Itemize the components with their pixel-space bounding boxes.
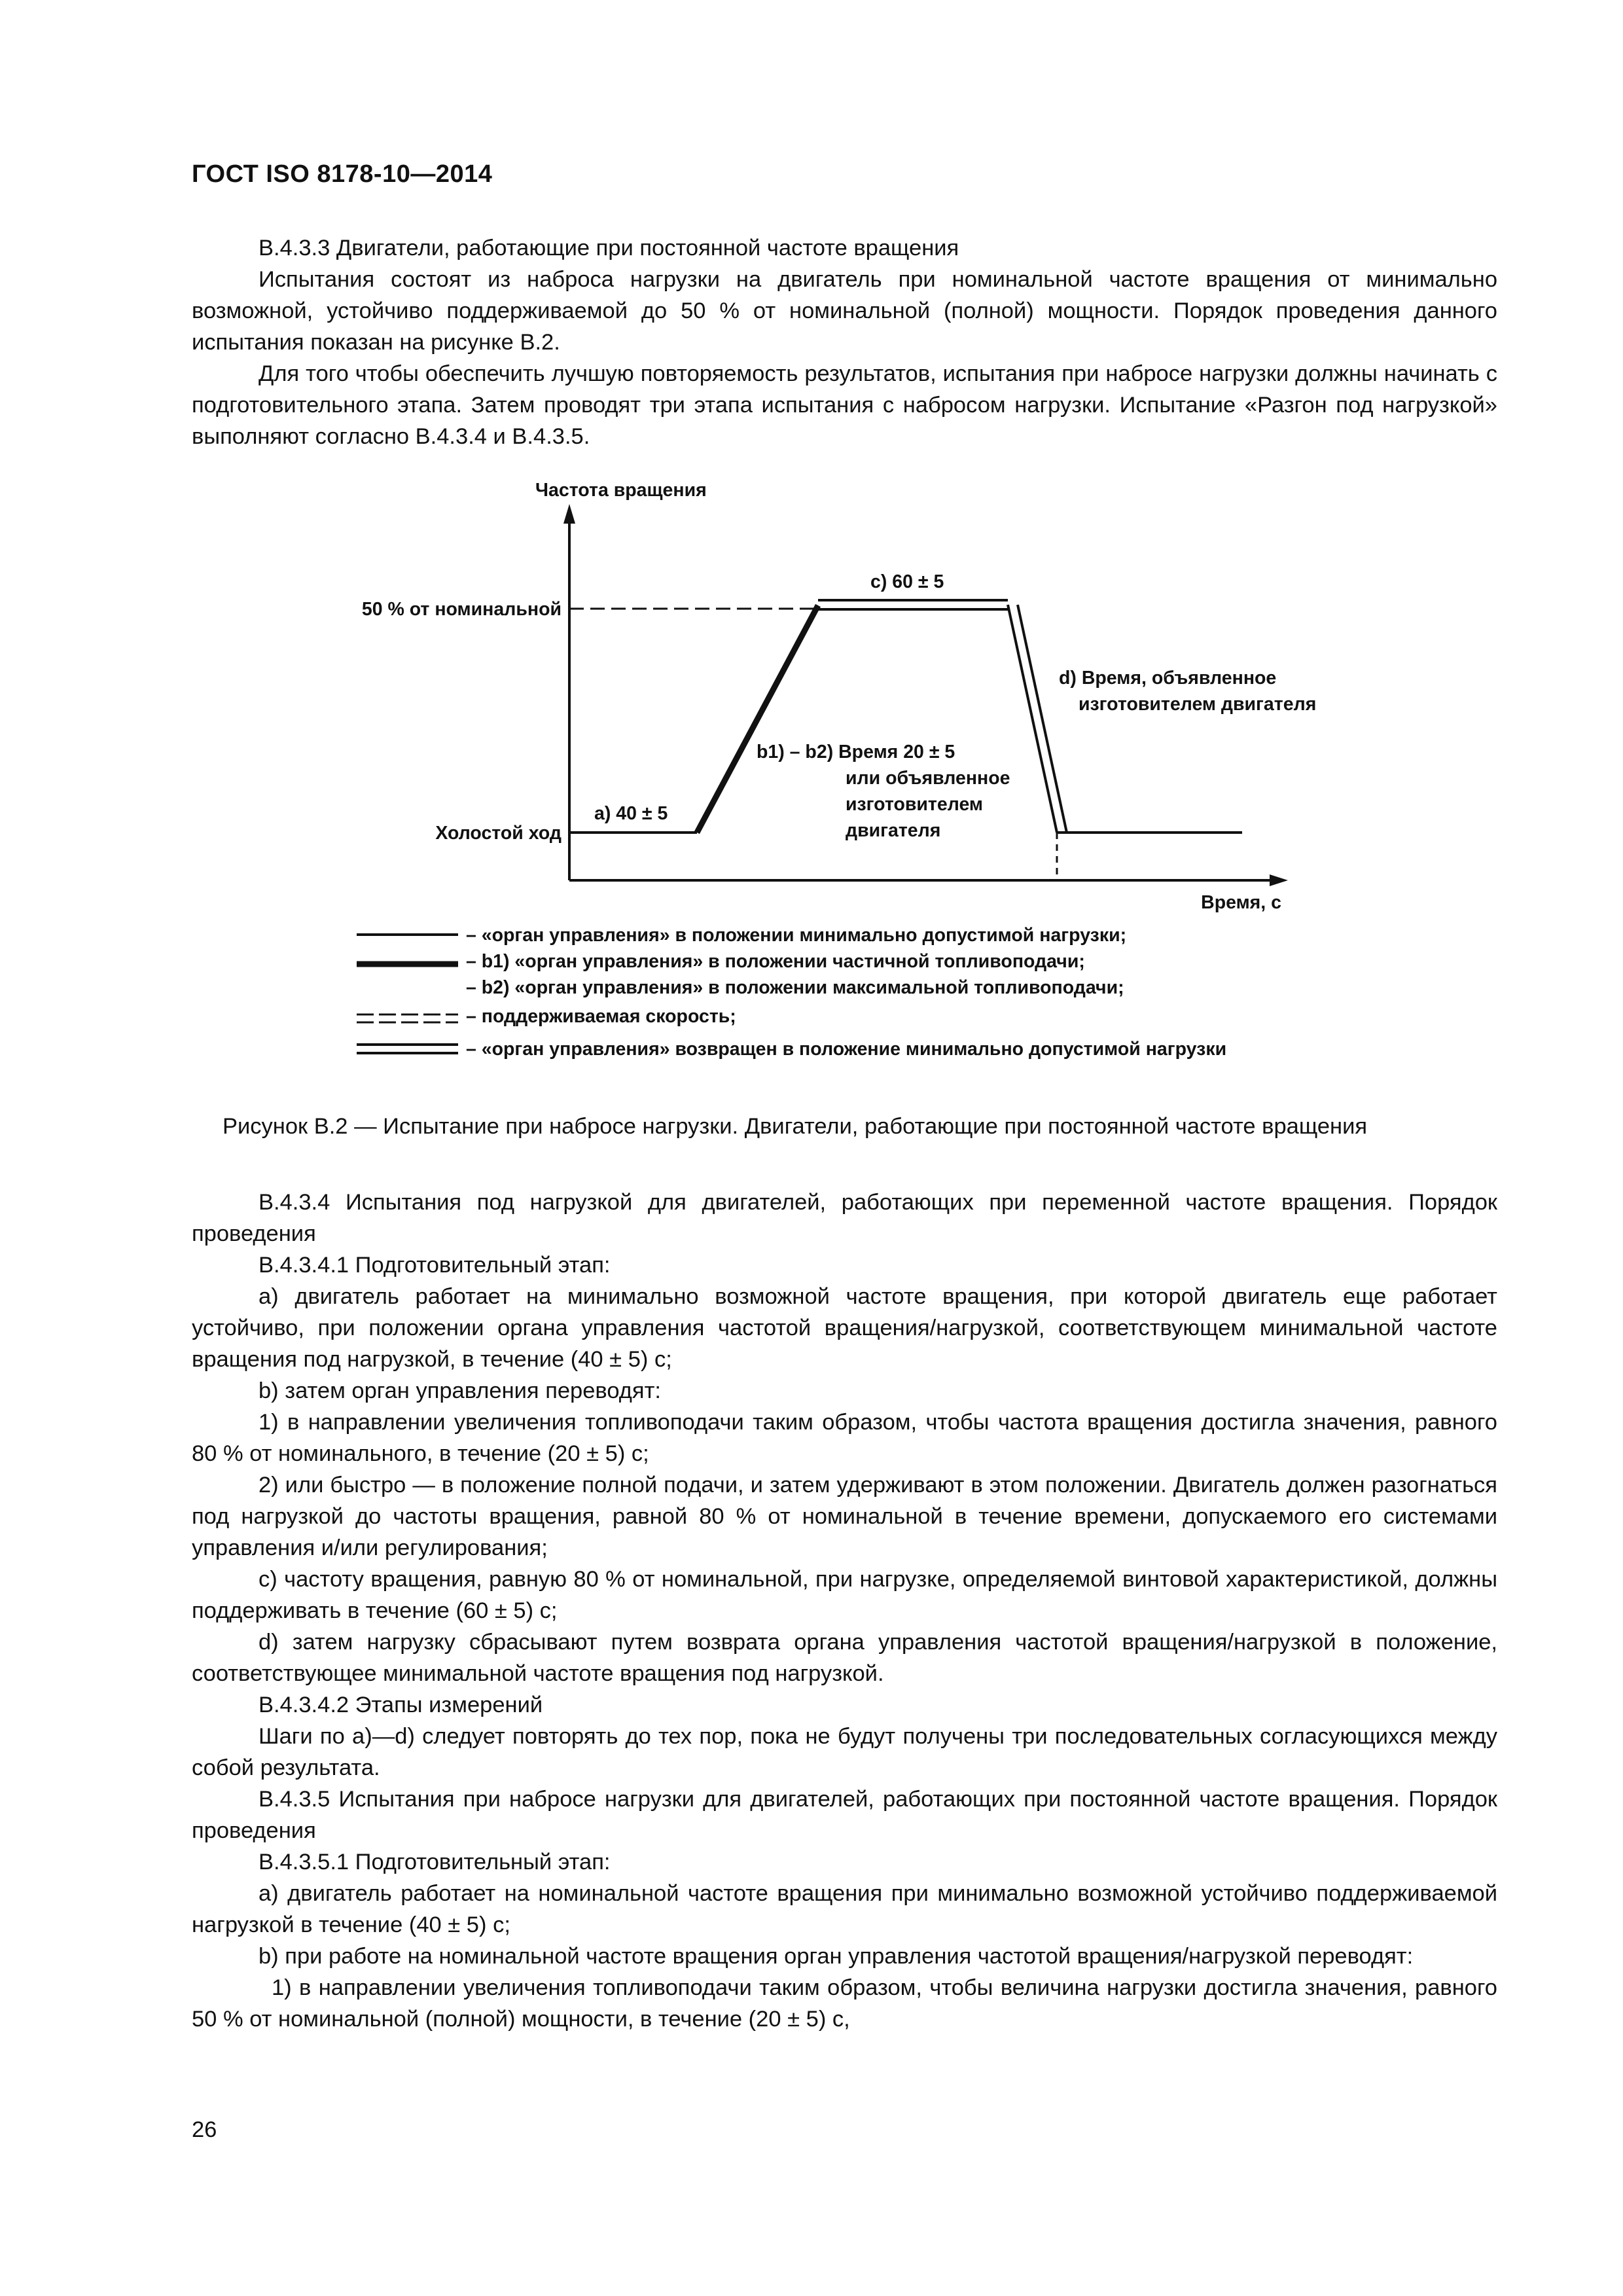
list-item: 1) в направлении увеличения топливоподачи таким образом, чтобы частота вращения достигла значения, равного 80 % от номинального, в течение (20 ± 5) с; (192, 1410, 1497, 1466)
list-item: b) при работе на номинальной частоте вращения орган управления частотой вращения/нагрузкой переводят: (259, 1944, 1414, 1969)
load-test-figure (0, 0, 1623, 1113)
label-b-line: двигателя (846, 820, 941, 841)
label-b-line: b1) – b2) Время 20 ± 5 (757, 742, 955, 762)
list-item: a) двигатель работает на номинальной частоте вращения при минимально возможной устойчиво поддерживаемой нагрузкой в течение (40 ± 5) с; (192, 1881, 1497, 1937)
subsection-heading: B.4.3.5.1 Подготовительный этап: (259, 1850, 611, 1874)
legend-item: – b2) «орган управления» в положении максимальной топливоподачи; (466, 977, 1124, 998)
subsection-heading: B.4.3.4 Испытания под нагрузкой для двигателей, работающих при переменной частоте вращения. Порядок проведения (192, 1190, 1497, 1246)
label-d-line: изготовителем двигателя (1079, 694, 1317, 715)
subsection-heading: B.4.3.4.1 Подготовительный этап: (259, 1253, 611, 1278)
subsection-heading: B.4.3.5 Испытания при набросе нагрузки для двигателей, работающих при постоянной частоте вращения. Порядок проведения (192, 1787, 1497, 1843)
maintained-speed-line (818, 600, 1008, 609)
paragraph: Шаги по a)—d) следует повторять до тех пор, пока не будут получены три последовательных согласующихся между собой результата. (192, 1724, 1497, 1780)
subsection-heading: B.4.3.4.2 Этапы измерений (259, 1693, 543, 1717)
idle-label: Холостой ход (435, 823, 562, 844)
list-item: a) двигатель работает на минимально возможной частоте вращения, при которой двигатель еще работает устойчиво, при положении органа управления частотой вращения/нагрузкой, соответствующем минимальной частоте вращения под нагрузкой, в течение (40 ± 5) с; (192, 1284, 1497, 1372)
legend-item: – поддерживаемая скорость; (466, 1006, 736, 1027)
subsection-heading: B.4.3.3 Двигатели, работающие при постоянной частоте вращения (259, 236, 959, 260)
return-line (1008, 605, 1067, 833)
label-b-line: или объявленное (846, 768, 1010, 789)
list-item: 2) или быстро — в положение полной подачи, и затем удерживают в этом положении. Двигатель должен разогнаться под нагрузкой до частоты вращения, равной 80 % от номинальной в течение времени, допускаемого его системами управления и/или регулирования; (192, 1473, 1497, 1560)
list-item: 1) в направлении увеличения топливоподачи таким образом, чтобы величина нагрузки достигла значения, равного 50 % от номинальной (полной) мощности, в течение (20 ± 5) с, (192, 1975, 1497, 2032)
legend-item: – «орган управления» в положении минимально допустимой нагрузки; (466, 925, 1127, 946)
legend (357, 925, 1226, 1060)
list-item: d) затем нагрузку сбрасывают путем возврата органа управления частотой вращения/нагрузкой в положение, соответствующее минимальной частоте вращения под нагрузкой. (192, 1630, 1497, 1686)
document-header: ГОСТ ISO 8178-10—2014 (192, 160, 493, 188)
y-axis-label: Частота вращения (535, 480, 707, 501)
label-d-line: d) Время, объявленное (1059, 668, 1277, 689)
paragraph: Для того чтобы обеспечить лучшую повторяемость результатов, испытания при набросе нагрузки должны начинать с подготовительного этапа. Затем проводят три этапа испытания с набросом нагрузки. Испытание «Разгон под нагрузкой» выполняют согласно B.4.3.4 и B.4.3.5. (192, 361, 1497, 449)
label-b-line: изготовителем (846, 794, 984, 815)
label-c: c) 60 ± 5 (870, 571, 944, 592)
paragraph: Испытания состоят из наброса нагрузки на двигатель при номинальной частоте вращения от минимально возможной, устойчиво поддерживаемой до 50 % от номинальной (полной) мощности. Порядок проведения данного испытания показан на рисунке B.2. (192, 267, 1497, 355)
list-item: b) затем орган управления переводят: (259, 1378, 662, 1403)
x-axis-label: Время, с (1201, 892, 1281, 913)
legend-item: – b1) «орган управления» в положении частичной топливоподачи; (466, 951, 1085, 972)
ramp-line (697, 605, 818, 833)
legend-item: – «орган управления» возвращен в положение минимально допустимой нагрузки (466, 1039, 1227, 1060)
level-50-label: 50 % от номинальной (361, 599, 562, 620)
page-number: 26 (192, 2117, 217, 2142)
bottom-text (192, 1187, 1497, 2035)
label-a: a) 40 ± 5 (594, 803, 668, 824)
list-item: c) частоту вращения, равную 80 % от номинальной, при нагрузке, определяемой винтовой характеристикой, должны поддерживать в течение (60 ± 5) с; (192, 1567, 1497, 1623)
figure-caption: Рисунок B.2 — Испытание при набросе нагрузки. Двигатели, работающие при постоянной частоте вращения (223, 1114, 1368, 1139)
